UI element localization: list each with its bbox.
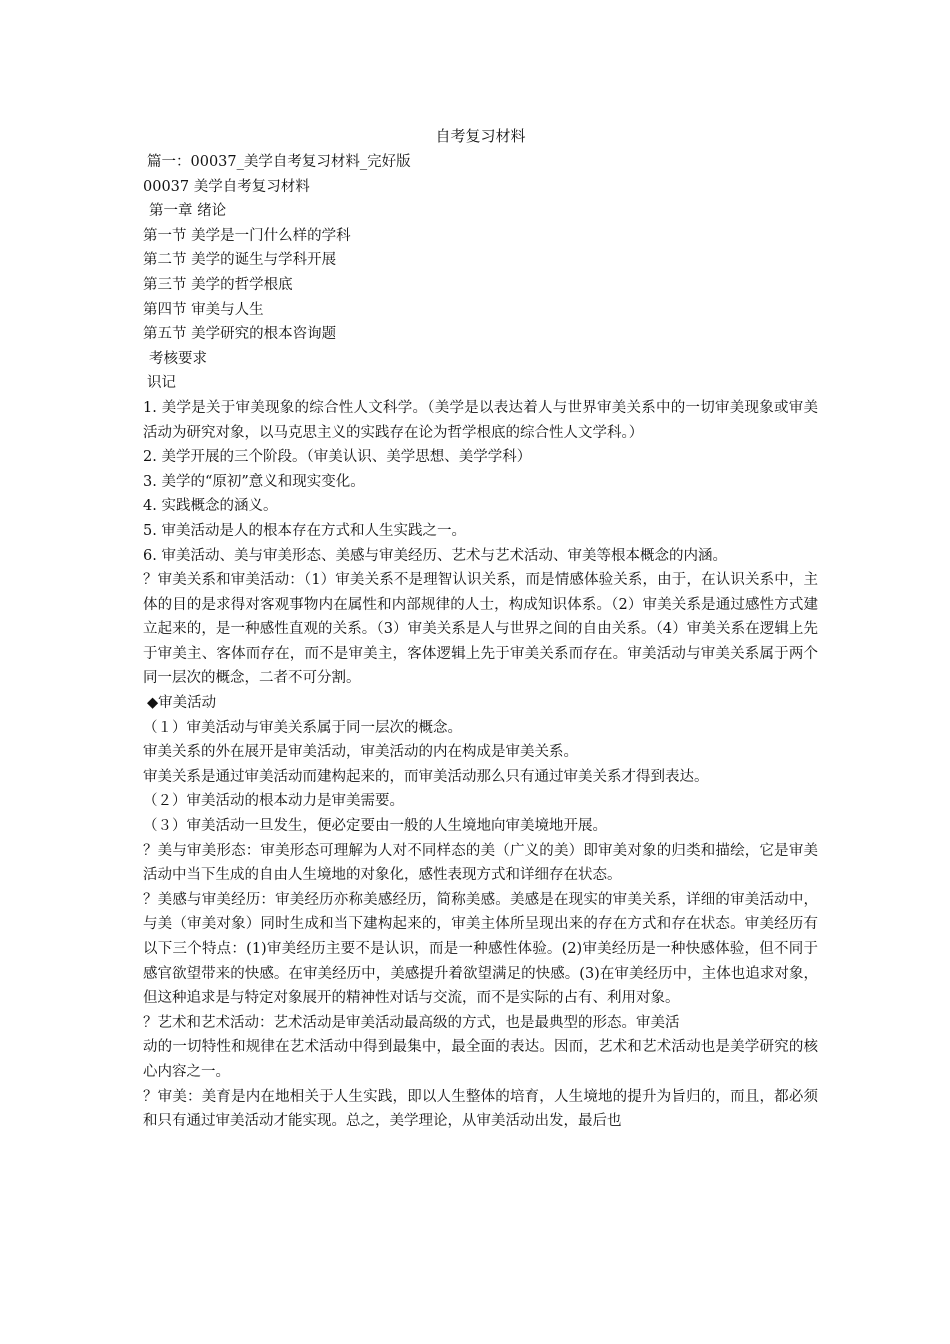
section-1: 第一节 美学是一门什么样的学科 — [143, 227, 351, 244]
document-title: 自考复习材料 — [435, 127, 526, 145]
activity-1: （１）审美活动与审美关系属于同一层次的概念。 — [143, 719, 462, 736]
heading-doc: 00037 美学自考复习材料 — [143, 178, 310, 195]
section-3: 第三节 美学的哲学根底 — [143, 276, 293, 293]
activity-3: （３）审美活动一旦发生，便必定要由一般的人生境地向审美境地开展。 — [143, 818, 607, 835]
activity-1a: 审美关系的外在展开是审美活动，审美活动的内在构成是审美关系。 — [143, 744, 578, 761]
chapter-1: 第一章 绪论 — [149, 203, 227, 220]
para-sense: ？美感与审美经历：审美经历亦称美感经历，简称美感。美感是在现实的审美关系，详细的审美活动中，与美（审美对象）同时生成和当下建构起来的，审美主体所呈现出来的存在方式和存在状态。审美经历有以下三个特点：(1)审美经历主要不是认识，而是一种感性体验。(2)审美经历是一种快感体验，但不同于感官欲望带来的快感。在审美经历中，美感提升着欲望满足的快感。(3)在审美经历中，主体也追求对象，但这种追求是与特定对象展开的精神性对话与交流，而不是实际的占有、利用对象。 — [143, 891, 818, 1007]
para-relation: ？审美关系和审美活动：（1）审美关系不是理智认识关系，而是情感体验关系，由于，在认识关系中，主体的目的是求得对客观事物内在属性和内部规律的人士，构成知识体系。（2）审美关系是通过感性方式建立起来的，是一种感性直观的关系。（3）审美关系是人与世界之间的自由关系。（4）审美关系在逻辑上先于审美主、客体而存在，而不是审美主，客体逻辑上先于审美关系而存在。审美活动与审美关系属于两个同一层次的概念，二者不可分割。 — [143, 572, 818, 687]
heading-article: 篇一：00037_美学自考复习材料_完好版 — [147, 154, 411, 170]
exam-req: 考核要求 — [149, 350, 207, 367]
section-2: 第二节 美学的诞生与学科开展 — [143, 252, 337, 269]
activity-1b: 审美关系是通过审美活动而建构起来的，而审美活动那么只有通过审美关系才得到表达。 — [143, 768, 709, 785]
activity-2: （２）审美活动的根本动力是审美需要。 — [143, 793, 404, 810]
item-4: 4. 实践概念的涵义。 — [143, 498, 278, 515]
para-art-2: 动的一切特性和规律在艺术活动中得到最集中，最全面的表达。因而，艺术和艺术活动也是美学研究的核心内容之一。 — [143, 1039, 818, 1080]
item-3: 3. 美学的“原初”意义和现实变化。 — [143, 473, 365, 490]
para-aesthetic: ？审美：美育是内在地相关于人生实践，即以人生整体的培育，人生境地的提升为旨归的，而且，都必须和只有通过审美活动才能实现。总之，美学理论，从审美活动出发，最后也 — [143, 1088, 818, 1130]
item-1: 1. 美学是关于审美现象的综合性人文科学。（美学是以表达着人与世界审美关系中的一切审美现象或审美活动为研究对象，以马克思主义的实践存在论为哲学根底的综合性人文学科。） — [143, 399, 818, 441]
section-4: 第四节 审美与人生 — [143, 301, 264, 318]
recall: 识记 — [147, 375, 176, 392]
document-body — [143, 150, 818, 1134]
para-art-1: ？艺术和艺术活动：艺术活动是审美活动最高级的方式，也是最典型的形态。审美活 — [143, 1014, 680, 1031]
bullet-activity: ◆审美活动 — [147, 695, 217, 712]
item-5: 5. 审美活动是人的根本存在方式和人生实践之一。 — [143, 522, 466, 539]
item-6: 6. 审美活动、美与审美形态、美感与审美经历、艺术与艺术活动、审美等根本概念的内涵。 — [143, 547, 727, 564]
para-form: ？美与审美形态：审美形态可理解为人对不同样态的美（广义的美）即审美对象的归类和描绘，它是审美活动中当下生成的自由人生境地的对象化，感性表现方式和详细存在状态。 — [143, 842, 818, 884]
document-page — [143, 124, 818, 1134]
section-5: 第五节 美学研究的根本咨询题 — [143, 326, 337, 343]
item-2: 2. 美学开展的三个阶段。（审美认识、美学思想、美学学科） — [143, 449, 532, 466]
